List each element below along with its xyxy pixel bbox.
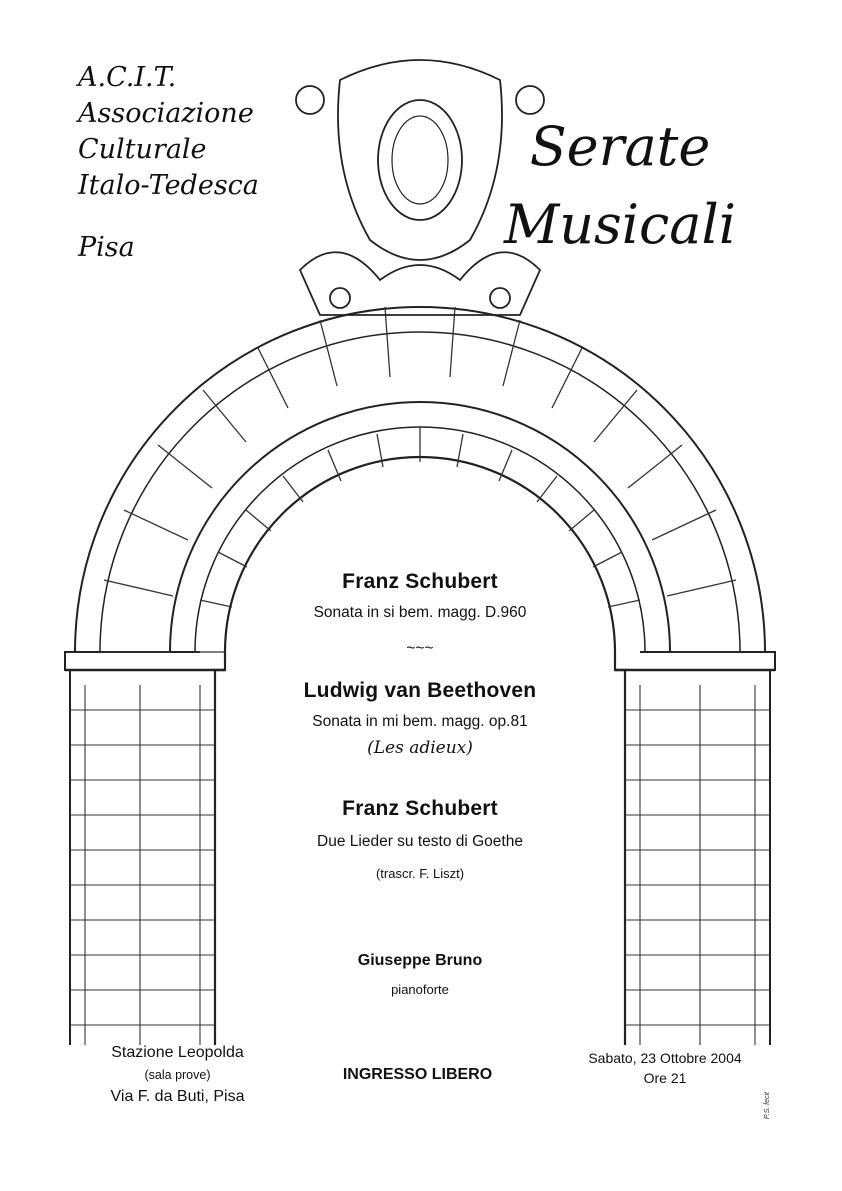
admission-label: INGRESSO LIBERO [342,1066,493,1083]
event-time: Ore 21 [643,1070,687,1086]
work-2: Sonata in mi bem. magg. op.81 [312,713,528,730]
venue-block [70,1044,285,1106]
work-2-subtitle: (Les adieux) [367,738,473,758]
venue-room: (sala prove) [144,1068,211,1082]
performer-name: Giuseppe Bruno [357,952,483,969]
work-3-note: (trascr. F. Liszt) [375,866,465,881]
organization-city: Pisa [78,232,135,263]
artist-signature: P.S. fecit [764,1092,771,1120]
event-date: Sabato, 23 Ottobre 2004 [588,1050,742,1066]
organization-block [78,60,259,266]
program-separator: ~~~ [406,640,434,657]
title-line-1: Serate [529,115,711,178]
title-line-2: Musicali [503,193,737,256]
organization-line-1: Associazione [78,98,254,129]
composer-3: Franz Schubert [342,797,498,820]
composer-1: Franz Schubert [342,570,498,593]
date-block [560,1050,770,1086]
performer-instrument: pianoforte [391,982,449,997]
organization-line-3: Italo-Tedesca [78,170,259,201]
venue-address: Via F. da Buti, Pisa [110,1088,245,1105]
work-3: Due Lieder su testo di Goethe [317,833,523,850]
page-title [470,108,770,264]
organization-line-2: Culturale [78,134,207,165]
organization-acronym: A.C.I.T. [78,62,177,93]
composer-2: Ludwig van Beethoven [303,679,537,702]
venue-name: Stazione Leopolda [111,1044,244,1061]
work-1: Sonata in si bem. magg. D.960 [313,604,527,621]
